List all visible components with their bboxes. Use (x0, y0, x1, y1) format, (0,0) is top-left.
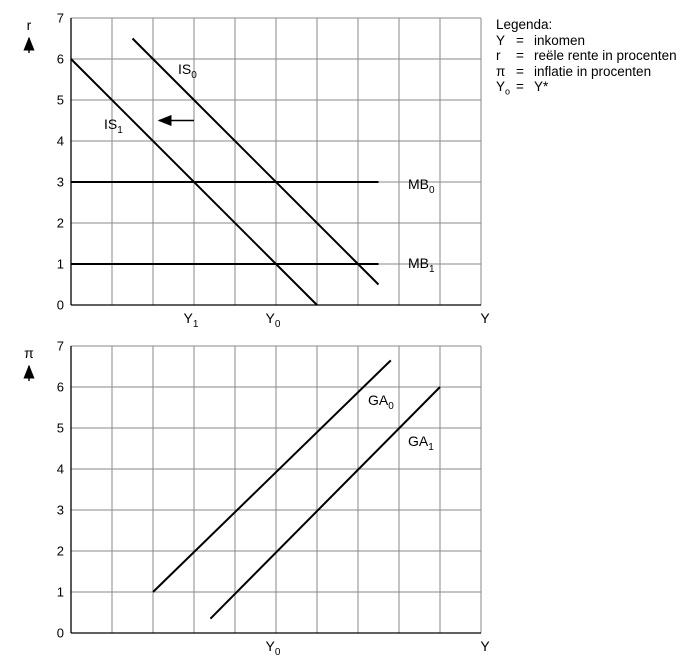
y-tick-label: 1 (56, 584, 64, 600)
series-label: $GA_0$ (368, 392, 394, 412)
x-marker-label: $Y_0$ (265, 638, 281, 658)
y-tick-label: 6 (56, 51, 64, 67)
y-tick-label: 1 (56, 256, 64, 272)
x-marker-label: $Y_1$ (183, 310, 199, 330)
y-tick-label: 0 (56, 625, 64, 641)
legend-item (496, 79, 677, 100)
ga-chart (24, 339, 490, 659)
y-tick-label: 4 (56, 461, 64, 477)
legend-item (496, 48, 677, 64)
y-tick-label: 3 (56, 502, 64, 518)
legend-text: inkomen (534, 32, 586, 48)
y-tick-label: 3 (56, 174, 64, 190)
legend-item (496, 64, 677, 80)
series-label: $GA_1$ (408, 433, 434, 453)
legend-symbol: Y (496, 32, 506, 48)
y-axis-label: r (26, 17, 32, 33)
series-line (133, 39, 379, 285)
legend-equals: = (516, 63, 524, 79)
x-marker-label: $Y_0$ (265, 310, 281, 330)
y-tick-label: 7 (56, 10, 64, 26)
is-mb-chart (27, 11, 491, 331)
legend-symbol: $Y_o$ (496, 79, 511, 97)
legend-title: Legenda: (496, 17, 553, 32)
legend-equals: = (516, 48, 524, 63)
y-tick-label: 5 (56, 92, 64, 108)
y-tick-label: 6 (56, 379, 64, 395)
legend-text: reële rente in procenten (534, 48, 677, 63)
x-axis-label: Y (480, 310, 490, 326)
y-tick-label: 7 (56, 338, 64, 354)
legend-item (496, 33, 677, 49)
series-label: $IS_0$ (178, 61, 197, 81)
grid (71, 346, 481, 633)
y-axis-label: π (24, 345, 34, 361)
y-tick-label: 0 (56, 297, 64, 313)
y-tick-label: 4 (56, 133, 64, 149)
legend (496, 17, 677, 100)
x-axis-label: Y (480, 638, 490, 654)
y-tick-label: 5 (56, 420, 64, 436)
legend-equals: = (516, 79, 524, 94)
series-label: $MB_0$ (408, 176, 435, 196)
series-label: $MB_1$ (408, 255, 435, 275)
legend-symbol: r (496, 48, 501, 63)
legend-symbol: π (496, 63, 506, 79)
legend-symbol-sub: o (505, 86, 511, 97)
legend-text: inflatie in procenten (534, 63, 652, 79)
series-label: $IS_1$ (104, 116, 123, 136)
y-tick-label: 2 (56, 215, 64, 231)
legend-equals: = (516, 32, 524, 48)
y-tick-label: 2 (56, 543, 64, 559)
legend-text: Y* (534, 79, 549, 94)
